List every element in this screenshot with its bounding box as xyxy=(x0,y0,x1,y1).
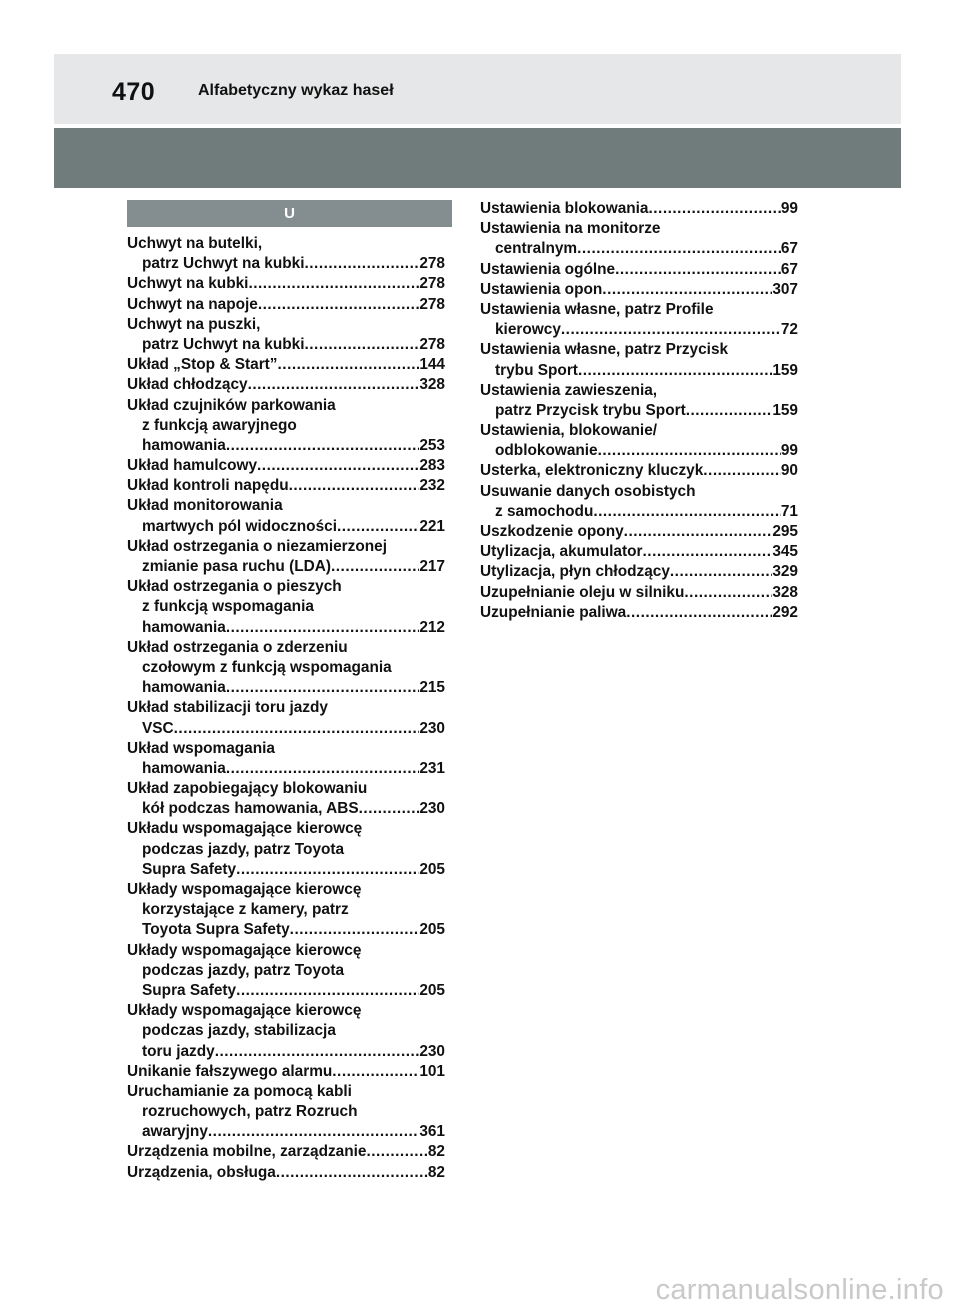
dot-leader xyxy=(226,618,419,638)
index-entry-term: Supra Safety xyxy=(142,981,237,999)
dot-leader xyxy=(332,1062,419,1082)
index-entry xyxy=(480,562,798,582)
index-entry-page: 292 xyxy=(772,603,798,621)
index-entry-page: 328 xyxy=(419,376,445,394)
index-entry-last-line xyxy=(127,678,445,698)
index-entry-last-line xyxy=(480,583,798,603)
index-entry xyxy=(127,1163,445,1183)
index-entry xyxy=(127,1142,445,1162)
index-entry xyxy=(127,941,445,1002)
index-entry-last-line xyxy=(480,522,798,542)
dot-leader xyxy=(624,522,773,542)
index-entry xyxy=(127,234,445,274)
index-entry-page: 215 xyxy=(419,679,445,697)
index-entry xyxy=(127,496,445,536)
index-entry-page: 230 xyxy=(419,719,445,737)
index-entry-term: Uzupełnianie oleju w silniku xyxy=(480,583,685,601)
index-entry-term: Układ kontroli napędu xyxy=(127,477,289,495)
page-number: 470 xyxy=(112,78,156,106)
dot-leader xyxy=(684,583,772,603)
index-entry-term: Uchwyt na napoje xyxy=(127,295,258,313)
index-entry-last-line xyxy=(127,1122,445,1142)
index-entry-line: Układ wspomagania xyxy=(127,739,275,757)
index-entry-line: Układ ostrzegania o niezamierzonej xyxy=(127,537,388,555)
index-entry-term: kół podczas hamowania, ABS xyxy=(142,800,359,818)
index-entry-term: Układ hamulcowy xyxy=(127,457,258,475)
index-entry xyxy=(480,300,798,340)
section-letter-bar: U xyxy=(127,200,452,227)
index-entry-term: Ustawienia blokowania xyxy=(480,200,649,217)
dot-leader xyxy=(577,239,781,259)
index-entry-last-line xyxy=(127,759,445,779)
index-entry-page: 205 xyxy=(419,860,445,878)
index-entry-term: Ustawienia opon xyxy=(480,280,603,298)
index-entry xyxy=(127,375,445,395)
index-entry-page: 295 xyxy=(772,523,798,540)
index-entry-line: Uchwyt na puszki, xyxy=(127,315,261,333)
page-title: Alfabetyczny wykaz haseł xyxy=(198,82,394,99)
index-entry-term: patrz Przycisk trybu Sport xyxy=(495,401,686,419)
index-entry-term: Uchwyt na kubki xyxy=(127,275,249,293)
dot-leader xyxy=(289,476,420,496)
dot-leader xyxy=(686,401,773,421)
index-entry xyxy=(127,274,445,294)
index-entry-page: 230 xyxy=(419,800,445,818)
index-entry-term: Utylizacja, akumulator xyxy=(480,543,643,561)
index-entry xyxy=(127,355,445,375)
index-entry-last-line xyxy=(127,274,445,294)
index-entry-line: Ustawienia na monitorze xyxy=(480,220,661,238)
index-entry-last-line xyxy=(127,1163,445,1183)
dot-leader xyxy=(226,678,419,698)
index-entry xyxy=(127,537,445,577)
index-entry-page: 159 xyxy=(772,401,798,419)
dot-leader xyxy=(626,603,772,623)
index-entry-term: trybu Sport xyxy=(495,361,578,379)
index-entry-last-line xyxy=(480,260,798,280)
index-entry-term: patrz Uchwyt na kubki xyxy=(142,335,305,353)
index-entry-page: 307 xyxy=(772,280,798,298)
index-entry-page: 278 xyxy=(419,335,445,353)
index-entry-term: patrz Uchwyt na kubki xyxy=(142,255,305,273)
dot-leader xyxy=(602,280,772,300)
dot-leader xyxy=(331,557,419,577)
index-entry-line: Układ stabilizacji toru jazdy xyxy=(127,699,328,717)
index-entry-term: Toyota Supra Safety xyxy=(142,921,290,939)
index-entry-term: awaryjny xyxy=(142,1123,208,1141)
index-entry-line: podczas jazdy, stabilizacja xyxy=(142,1022,336,1040)
index-entry xyxy=(480,199,798,219)
index-entry-last-line xyxy=(127,860,445,880)
dot-leader xyxy=(305,335,420,355)
index-entry-term: Uszkodzenie opony xyxy=(480,523,624,540)
index-entry xyxy=(480,421,798,461)
index-entry xyxy=(127,396,445,457)
index-entry-page: 232 xyxy=(419,477,445,495)
index-entry xyxy=(127,779,445,819)
dot-leader xyxy=(670,562,772,582)
index-entry-term: odblokowanie xyxy=(495,442,598,460)
dot-leader xyxy=(366,1142,427,1162)
index-entry-last-line xyxy=(127,517,445,537)
index-entry-line: Układ ostrzegania o zderzeniu xyxy=(127,638,348,656)
index-entry-line: Układy wspomagające kierowcę xyxy=(127,881,362,898)
index-entry-term: Układ chłodzący xyxy=(127,376,248,394)
index-entry-term: centralnym xyxy=(495,240,578,258)
index-entry-line: Układy wspomagające kierowcę xyxy=(127,941,362,959)
index-entry xyxy=(480,461,798,481)
dot-leader xyxy=(276,1163,428,1183)
index-entry-line: Uruchamianie za pomocą kabli xyxy=(127,1082,352,1100)
index-entry xyxy=(127,1082,445,1143)
dot-leader xyxy=(305,254,420,274)
dot-leader xyxy=(598,441,781,461)
index-entry xyxy=(480,542,798,562)
index-entry-line: z funkcją wspomagania xyxy=(142,598,314,616)
index-entry-line: podczas jazdy, patrz Toyota xyxy=(142,840,345,858)
dot-leader xyxy=(257,456,419,476)
index-entry-term: zmianie pasa ruchu (LDA) xyxy=(142,558,331,575)
index-entry xyxy=(480,280,798,300)
index-entry-last-line xyxy=(480,239,798,259)
index-entry-term: kierowcy xyxy=(495,321,561,339)
dot-leader xyxy=(643,542,773,562)
dot-leader xyxy=(248,375,420,395)
index-entry-last-line xyxy=(480,320,798,340)
index-entry-page: 230 xyxy=(419,1042,445,1060)
index-entry-page: 205 xyxy=(419,981,445,999)
dot-leader xyxy=(248,274,419,294)
index-entry-page: 221 xyxy=(419,517,445,535)
index-entry-line: Układ czujników parkowania xyxy=(127,396,336,414)
index-column-right xyxy=(480,199,798,623)
index-entry-last-line xyxy=(127,1142,445,1162)
index-entry-page: 212 xyxy=(419,618,445,636)
index-entry xyxy=(127,698,445,738)
index-entry xyxy=(480,522,798,542)
index-entry-last-line xyxy=(127,1042,445,1062)
dot-leader xyxy=(236,981,419,1001)
index-entry xyxy=(127,638,445,699)
index-entry-term: hamowania xyxy=(142,436,226,454)
index-entry-page: 278 xyxy=(419,275,445,293)
index-entry-line: z funkcją awaryjnego xyxy=(142,416,297,434)
index-entry-page: 328 xyxy=(772,583,798,601)
dot-leader xyxy=(593,502,781,522)
index-entry-line: Ustawienia własne, patrz Przycisk xyxy=(480,341,729,359)
index-entry-last-line xyxy=(127,719,445,739)
index-entry-page: 329 xyxy=(772,563,798,581)
dot-leader xyxy=(258,295,419,315)
header-band xyxy=(54,54,901,124)
index-entry-last-line xyxy=(127,476,445,496)
dot-leader xyxy=(578,361,772,381)
index-entry-line: Ustawienia, blokowanie/ xyxy=(480,422,658,440)
dot-leader xyxy=(208,1122,419,1142)
index-entry-line: Układu wspomagające kierowcę xyxy=(127,820,363,838)
index-entry xyxy=(127,476,445,496)
index-entry-last-line xyxy=(127,295,445,315)
index-entry-last-line xyxy=(127,618,445,638)
index-entry-page: 101 xyxy=(419,1062,445,1080)
index-entry-term: Urządzenia, obsługa xyxy=(127,1163,276,1181)
index-entry-term: hamowania xyxy=(142,759,226,777)
index-entry-page: 205 xyxy=(419,921,445,939)
index-entry-line: czołowym z funkcją wspomagania xyxy=(142,658,392,676)
index-entry xyxy=(480,583,798,603)
index-entry xyxy=(127,880,445,941)
index-entry xyxy=(127,295,445,315)
dot-leader xyxy=(174,719,420,739)
index-entry xyxy=(127,1062,445,1082)
index-entry xyxy=(127,315,445,355)
index-entry-page: 82 xyxy=(427,1163,445,1181)
dot-leader xyxy=(226,436,419,456)
dot-leader xyxy=(290,920,420,940)
index-entry-term: Uzupełnianie paliwa xyxy=(480,603,627,621)
index-entry-page: 90 xyxy=(780,462,798,480)
index-entry-line: rozruchowych, patrz Rozruch xyxy=(142,1103,358,1121)
index-entry-last-line xyxy=(480,401,798,421)
dot-leader xyxy=(561,320,781,340)
index-entry-last-line xyxy=(480,199,798,219)
index-entry-last-line xyxy=(127,920,445,940)
index-entry-page: 67 xyxy=(780,260,798,278)
dot-leader xyxy=(236,860,419,880)
index-entry-term: hamowania xyxy=(142,618,226,636)
index-entry-last-line xyxy=(127,335,445,355)
index-entry-page: 217 xyxy=(419,558,445,575)
index-entry xyxy=(127,577,445,638)
index-entry xyxy=(480,340,798,380)
index-entry-last-line xyxy=(480,542,798,562)
index-entry-page: 82 xyxy=(427,1143,445,1161)
index-entry-term: Usterka, elektroniczny kluczyk xyxy=(480,462,704,480)
index-entry-page: 72 xyxy=(780,321,798,339)
index-entry-last-line xyxy=(127,254,445,274)
index-entry-term: z samochodu xyxy=(495,502,594,520)
index-entry-last-line xyxy=(127,436,445,456)
index-entry-term: hamowania xyxy=(142,679,226,697)
index-entry-line: Ustawienia zawieszenia, xyxy=(480,381,658,399)
header-dark-band xyxy=(54,128,901,188)
index-entry-last-line xyxy=(127,557,445,577)
index-entry-term: Supra Safety xyxy=(142,860,237,878)
index-entry-term: toru jazdy xyxy=(142,1042,215,1060)
index-entry-last-line xyxy=(480,441,798,461)
index-entry xyxy=(127,739,445,779)
index-entry-term: Unikanie fałszywego alarmu xyxy=(127,1062,333,1080)
index-entry-last-line xyxy=(127,456,445,476)
dot-leader xyxy=(215,1042,420,1062)
index-entry xyxy=(480,260,798,280)
index-entry-last-line xyxy=(127,1062,445,1082)
index-entry-line: Układ ostrzegania o pieszych xyxy=(127,578,342,596)
index-entry-page: 345 xyxy=(772,543,798,561)
index-entry-page: 283 xyxy=(419,457,445,475)
index-entry-last-line xyxy=(480,461,798,481)
index-entry-line: Usuwanie danych osobistych xyxy=(480,482,696,500)
dot-leader xyxy=(226,759,419,779)
index-entry-last-line xyxy=(127,355,445,375)
dot-leader xyxy=(615,260,781,280)
index-entry-last-line xyxy=(480,280,798,300)
index-entry-last-line xyxy=(127,375,445,395)
index-entry-page: 253 xyxy=(419,436,445,454)
index-entry-page: 278 xyxy=(419,295,445,313)
index-entry-page: 99 xyxy=(780,442,798,460)
index-entry-term: Utylizacja, płyn chłodzący xyxy=(480,563,670,581)
dot-leader xyxy=(359,799,420,819)
index-entry xyxy=(480,603,798,623)
index-entry xyxy=(127,819,445,880)
index-entry-line: Układy wspomagające kierowcę xyxy=(127,1002,362,1020)
watermark: carmanualsonline.info xyxy=(655,1274,944,1306)
index-entry-term: Ustawienia ogólne xyxy=(480,260,616,278)
index-entry-term: VSC xyxy=(142,719,174,737)
index-entry-line: korzystające z kamery, patrz xyxy=(142,901,349,919)
index-entry-line: Ustawienia własne, patrz Profile xyxy=(480,300,714,318)
index-entry-page: 99 xyxy=(780,200,798,217)
index-entry-last-line xyxy=(127,981,445,1001)
dot-leader xyxy=(337,517,419,537)
index-entry-page: 71 xyxy=(780,502,798,520)
index-entry-line: Układ monitorowania xyxy=(127,497,283,515)
index-entry-page: 144 xyxy=(419,356,445,374)
index-entry-last-line xyxy=(480,502,798,522)
index-entry xyxy=(127,456,445,476)
index-entry xyxy=(480,219,798,259)
index-entry-last-line xyxy=(127,799,445,819)
index-entry-last-line xyxy=(480,361,798,381)
index-entry-page: 278 xyxy=(419,255,445,273)
dot-leader xyxy=(278,355,420,375)
index-entry-page: 159 xyxy=(772,361,798,379)
index-entry-line: Uchwyt na butelki, xyxy=(127,235,263,252)
index-entry-term: Układ „Stop & Start” xyxy=(127,356,278,374)
index-entry xyxy=(127,1001,445,1062)
index-entry xyxy=(480,482,798,522)
index-entry-last-line xyxy=(480,603,798,623)
index-entry-page: 361 xyxy=(419,1123,445,1141)
index-entry-last-line xyxy=(480,562,798,582)
index-entry-line: Układ zapobiegający blokowaniu xyxy=(127,780,368,798)
index-entry-page: 231 xyxy=(419,759,445,777)
dot-leader xyxy=(649,199,781,219)
index-entry xyxy=(480,381,798,421)
index-entry-term: Urządzenia mobilne, zarządzanie xyxy=(127,1143,367,1161)
index-entry-page: 67 xyxy=(780,240,798,258)
index-column-left xyxy=(127,234,445,1183)
index-entry-term: martwych pól widoczności xyxy=(142,517,337,535)
index-entry-line: podczas jazdy, patrz Toyota xyxy=(142,961,345,979)
dot-leader xyxy=(703,461,781,481)
